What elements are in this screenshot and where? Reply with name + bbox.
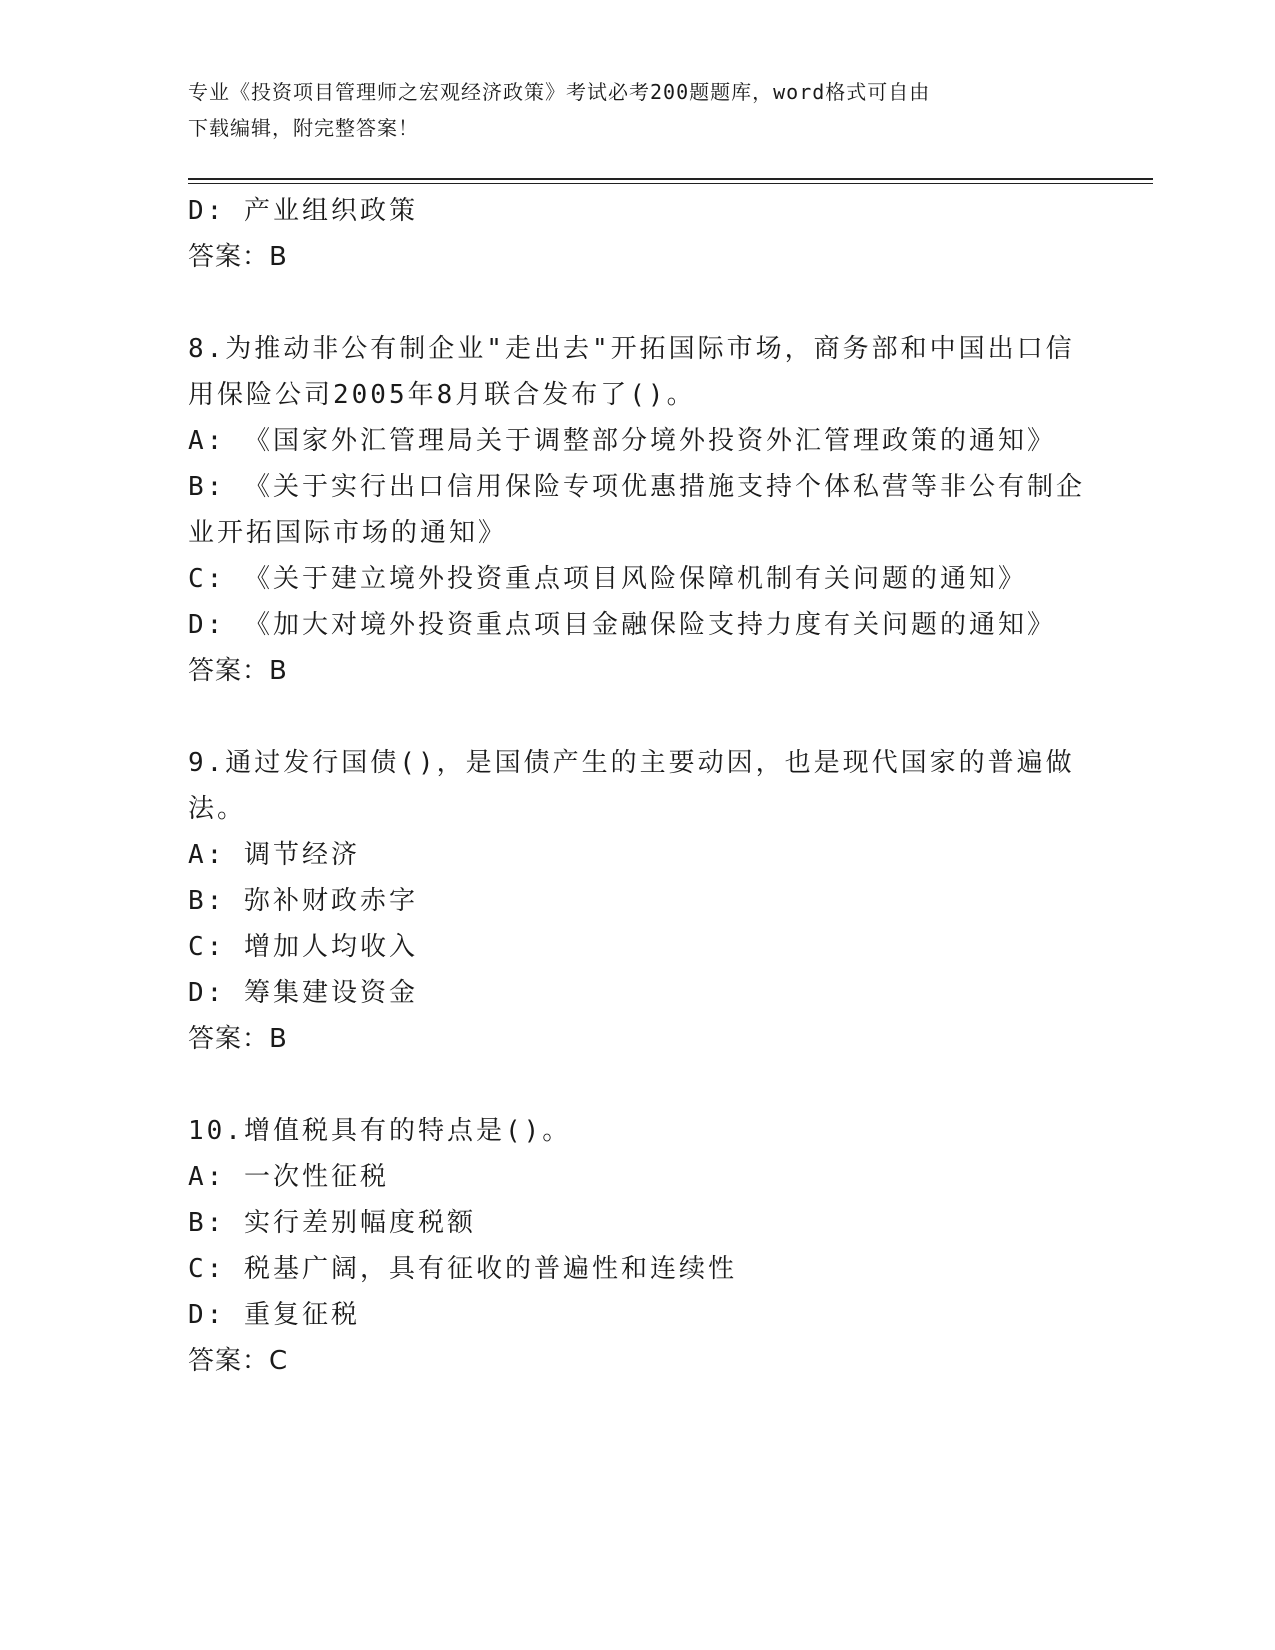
option-a: A: 《国家外汇管理局关于调整部分境外投资外汇管理政策的通知》 — [188, 426, 1056, 456]
option-a: A: 一次性征税 — [188, 1162, 389, 1192]
option-b: B: 弥补财政赤字 — [188, 886, 418, 916]
question-list — [188, 188, 1088, 1384]
question-stem-cont: 用保险公司2005年8月联合发布了()。 — [188, 380, 696, 410]
question-10 — [188, 1108, 1088, 1384]
header-line-2: 下载编辑，附完整答案！ — [188, 116, 419, 140]
answer: 答案：B — [188, 656, 288, 686]
spacer — [188, 1062, 1088, 1108]
prev-question — [188, 188, 1088, 280]
question-stem-cont: 法。 — [188, 794, 247, 824]
option-b-cont: 业开拓国际市场的通知》 — [188, 518, 508, 548]
option-d: D: 重复征税 — [188, 1300, 360, 1330]
spacer — [188, 280, 1088, 326]
option-b: B: 实行差别幅度税额 — [188, 1208, 476, 1238]
question-stem: 10.增值税具有的特点是()。 — [188, 1116, 572, 1146]
header-divider-thick — [188, 178, 1153, 180]
option-c: C: 增加人均收入 — [188, 932, 418, 962]
question-stem: 9.通过发行国债()，是国债产生的主要动因，也是现代国家的普遍做 — [188, 748, 1075, 778]
option-b: B: 《关于实行出口信用保险专项优惠措施支持个体私营等非公有制企 — [188, 472, 1085, 502]
document-header — [188, 74, 1068, 146]
option-d: D: 《加大对境外投资重点项目金融保险支持力度有关问题的通知》 — [188, 610, 1056, 640]
question-8 — [188, 326, 1088, 694]
option-c: C: 税基广阔，具有征收的普遍性和连续性 — [188, 1254, 737, 1284]
answer: 答案：B — [188, 1024, 288, 1054]
header-divider-thin — [188, 183, 1153, 184]
option-a: A: 调节经济 — [188, 840, 360, 870]
header-line-1: 专业《投资项目管理师之宏观经济政策》考试必考200题题库，word格式可自由 — [188, 80, 931, 104]
answer: 答案：C — [188, 1346, 289, 1376]
question-9 — [188, 740, 1088, 1062]
spacer — [188, 694, 1088, 740]
option-d: D: 产业组织政策 — [188, 196, 418, 226]
option-d: D: 筹集建设资金 — [188, 978, 418, 1008]
answer: 答案：B — [188, 242, 288, 272]
option-c: C: 《关于建立境外投资重点项目风险保障机制有关问题的通知》 — [188, 564, 1027, 594]
question-stem: 8.为推动非公有制企业"走出去"开拓国际市场，商务部和中国出口信 — [188, 334, 1075, 364]
